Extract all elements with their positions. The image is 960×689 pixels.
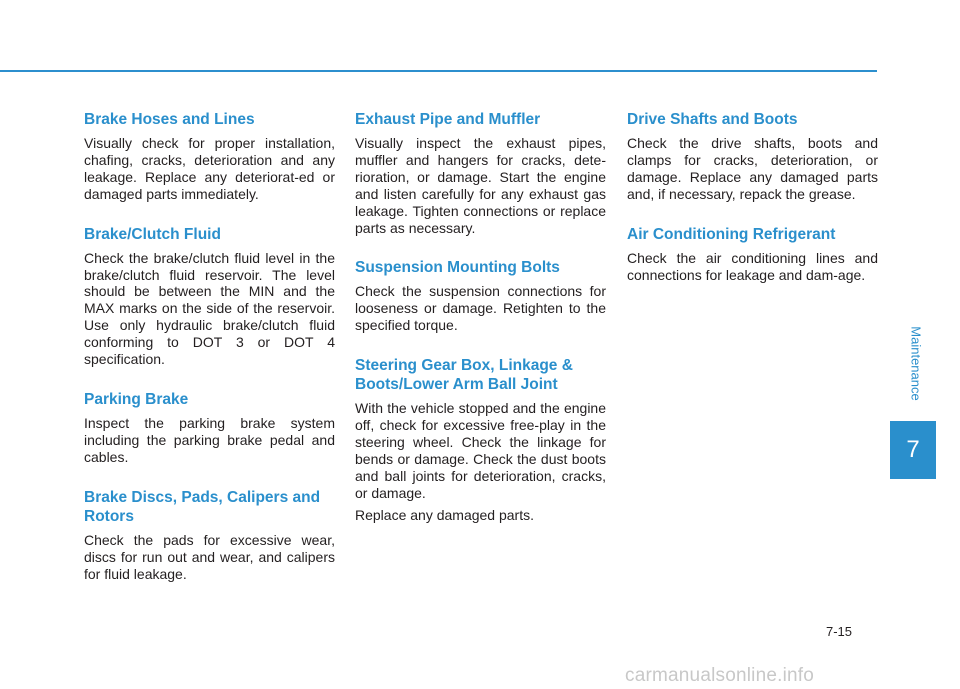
section-body: With the vehicle stopped and the engine off, check for excessive free-play in the steering wheel. Check the linkage for bends or damage. Check the dust boots and ball joints for deterioration, cracks, or damage.	[355, 400, 606, 501]
section-body: Visually inspect the exhaust pipes, muffler and hangers for cracks, dete-rioration, or damage. Start the engine and listen carefully for any exhaust gas leakage. Tighten connections or replace parts as necessary.	[355, 135, 606, 236]
column-middle	[355, 110, 606, 546]
section-body: Check the suspension connections for looseness or damage. Retighten to the specified torque.	[355, 283, 606, 334]
section-air-conditioning	[627, 225, 878, 284]
section-suspension	[355, 258, 606, 334]
page-number: 7-15	[826, 624, 853, 639]
section-body: Visually check for proper installation, chafing, cracks, deterioration and any leakage. Replace any deteriorat-ed or damaged parts immediately.	[84, 135, 335, 202]
section-steering	[355, 356, 606, 523]
section-heading: Exhaust Pipe and Muffler	[355, 111, 541, 128]
section-body: Check the air conditioning lines and connections for leakage and dam-age.	[627, 249, 878, 283]
section-exhaust	[355, 110, 606, 236]
section-brake-hoses	[84, 110, 335, 203]
section-body: Check the pads for excessive wear, discs for run out and wear, and calipers for fluid leakage.	[84, 531, 335, 582]
section-body: Replace any damaged parts.	[355, 506, 534, 523]
section-body: Check the drive shafts, boots and clamps for cracks, deterioration, or damage. Replace any damaged parts and, if necessary, repack the grease.	[627, 135, 878, 202]
chapter-title: Maintenance	[908, 325, 924, 401]
section-heading: Drive Shafts and Boots	[627, 111, 798, 128]
section-body: Inspect the parking brake system including the parking brake pedal and cables.	[84, 414, 335, 465]
section-brake-clutch-fluid	[84, 225, 335, 368]
section-heading: Brake Hoses and Lines	[84, 111, 255, 128]
column-left	[84, 110, 335, 604]
section-brake-discs	[84, 488, 335, 583]
column-right	[627, 110, 878, 305]
chapter-number: 7	[906, 436, 920, 463]
section-drive-shafts	[627, 110, 878, 203]
section-heading: Air Conditioning Refrigerant	[627, 225, 836, 243]
section-heading: Parking Brake	[84, 390, 189, 408]
section-heading: Brake Discs, Pads, Calipers and Rotors	[84, 488, 321, 525]
header-rule	[0, 70, 877, 72]
section-parking-brake	[84, 390, 335, 466]
watermark: carmanualsonline.info	[625, 665, 815, 686]
chapter-tab-label	[906, 308, 926, 418]
section-heading: Brake/Clutch Fluid	[84, 225, 221, 243]
section-heading: Steering Gear Box, Linkage & Boots/Lower Arm Ball Joint	[355, 357, 573, 394]
section-heading: Suspension Mounting Bolts	[355, 259, 560, 277]
section-body: Check the brake/clutch fluid level in the brake/clutch fluid reservoir. The level should be between the MIN and the MAX marks on the side of the reservoir. Use only hydraulic brake/clutch fluid conforming to DOT 3 or DOT 4 specification.	[84, 249, 335, 368]
chapter-number-badge	[890, 421, 936, 479]
